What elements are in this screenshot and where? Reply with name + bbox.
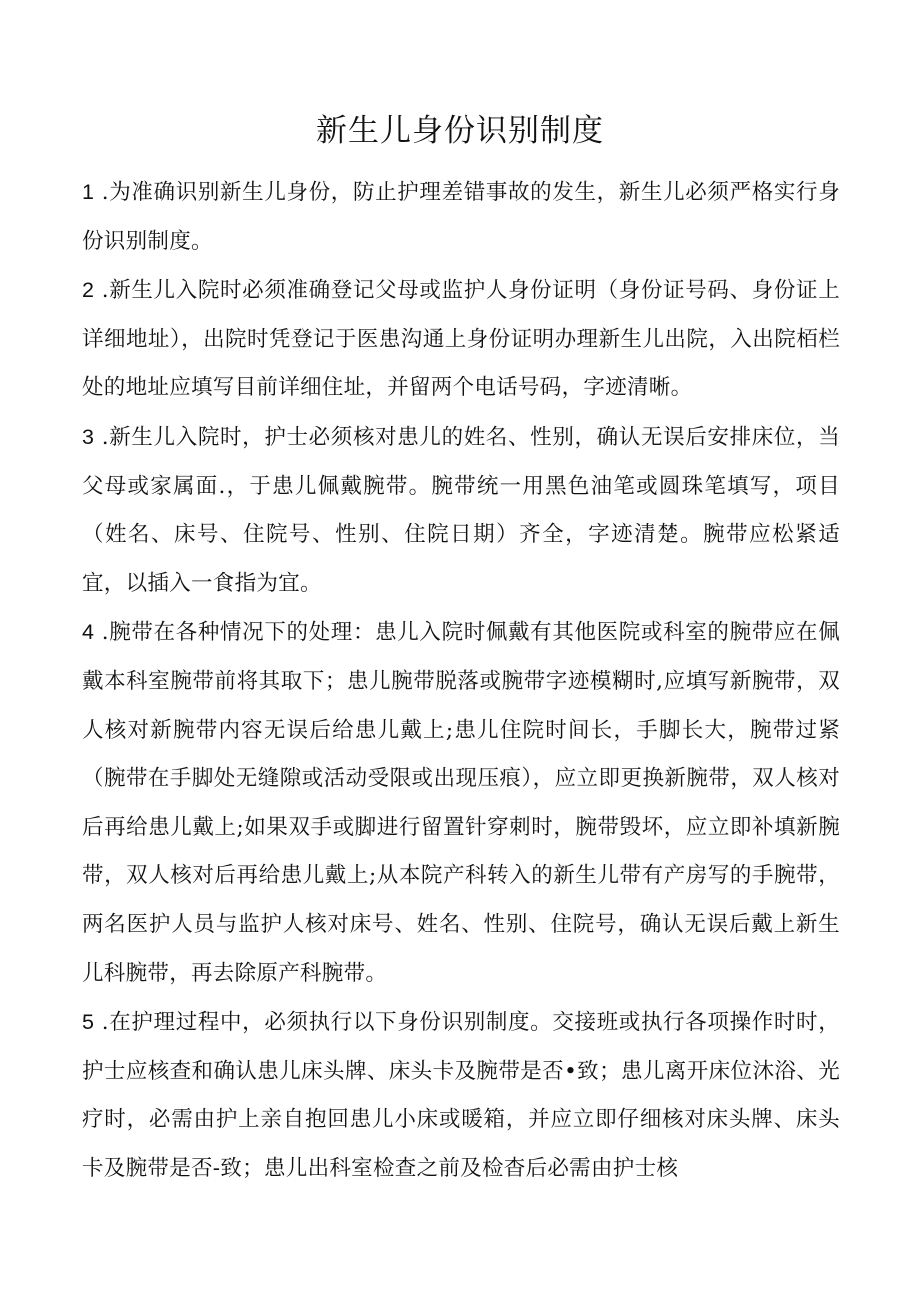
paragraph-2 <box>82 266 840 413</box>
paragraph-number: 4 <box>82 620 95 645</box>
paragraph-text: .在护理过程中，必须执行以下身份识别制度。交接班或执行各项操作时时，护士应核查和确认患儿床头牌、床头卡及腕带是否•致；患儿离开床位沐浴、光疗时，必需由护上亲自抱回患儿小床或暖箱，并应立即仔细核对床头牌、床头卡及腕带是否-致；患儿出科室检查之前及检杳后必需由护士核 <box>82 1010 840 1181</box>
paragraph-5 <box>82 998 840 1193</box>
paragraph-number: 1 <box>82 180 95 204</box>
paragraph-number: 5 <box>82 1010 95 1035</box>
document-title: 新生儿身份识别制度 <box>316 113 604 149</box>
paragraph-number: 2 <box>82 278 95 303</box>
paragraph-text: .腕带在各种情况下的处理：患儿入院时佩戴有其他医院或科室的腕带应在佩戴本科室腕带前将其取下；患儿腕带脱落或腕带字迹模糊时,应填写新腕带，双人核对新腕带内容无误后给患儿戴上;患儿住院时间长，手脚长大，腕带过紧（腕带在手脚处无缝隙或活动受限或出现压痕），应立即更换新腕带，双人核对后再给患儿戴上;如果双手或脚进行留置针穿刺时，腕带毁坏，应立即补填新腕带，双人核对后再给患儿戴上;从本院产科转入的新生儿带有产房写的手腕带，两名医护人员与监护人核对床号、姓名、性别、住院号，确认无误后戴上新生儿科腕带，再去除原产科腕带。 <box>82 620 840 986</box>
paragraph-4 <box>82 608 840 998</box>
paragraph-3 <box>82 413 840 608</box>
paragraph-text: .新生儿入院时，护士必须核对患儿的姓名、性别，确认无误后安排床位，当父母或家属面.，于患儿佩戴腕带。腕带统一用黑色油笔或圆珠笔填写，项目（姓名、床号、住院号、性别、住院日期）齐全，字迹清楚。腕带应松紧适宜，以插入一食指为宜。 <box>82 424 840 596</box>
paragraph-number: 3 <box>82 424 95 449</box>
paragraph-text: .新生儿入院时必须准确登记父母或监护人身份证明（身份证号码、身份证上详细地址），出院时凭登记于医患沟通上身份证明办理新生儿出院，入出院栢栏处的地址应填写目前详细住址，并留两个电话号码，字迹清晰。 <box>82 278 840 401</box>
paragraph-text: .为准确识别新生儿身份，防止护理差错事故的发生，新生儿必须严格实行身份识别制度。 <box>82 180 840 254</box>
paragraph-1 <box>82 168 840 266</box>
document-body <box>82 168 840 1193</box>
